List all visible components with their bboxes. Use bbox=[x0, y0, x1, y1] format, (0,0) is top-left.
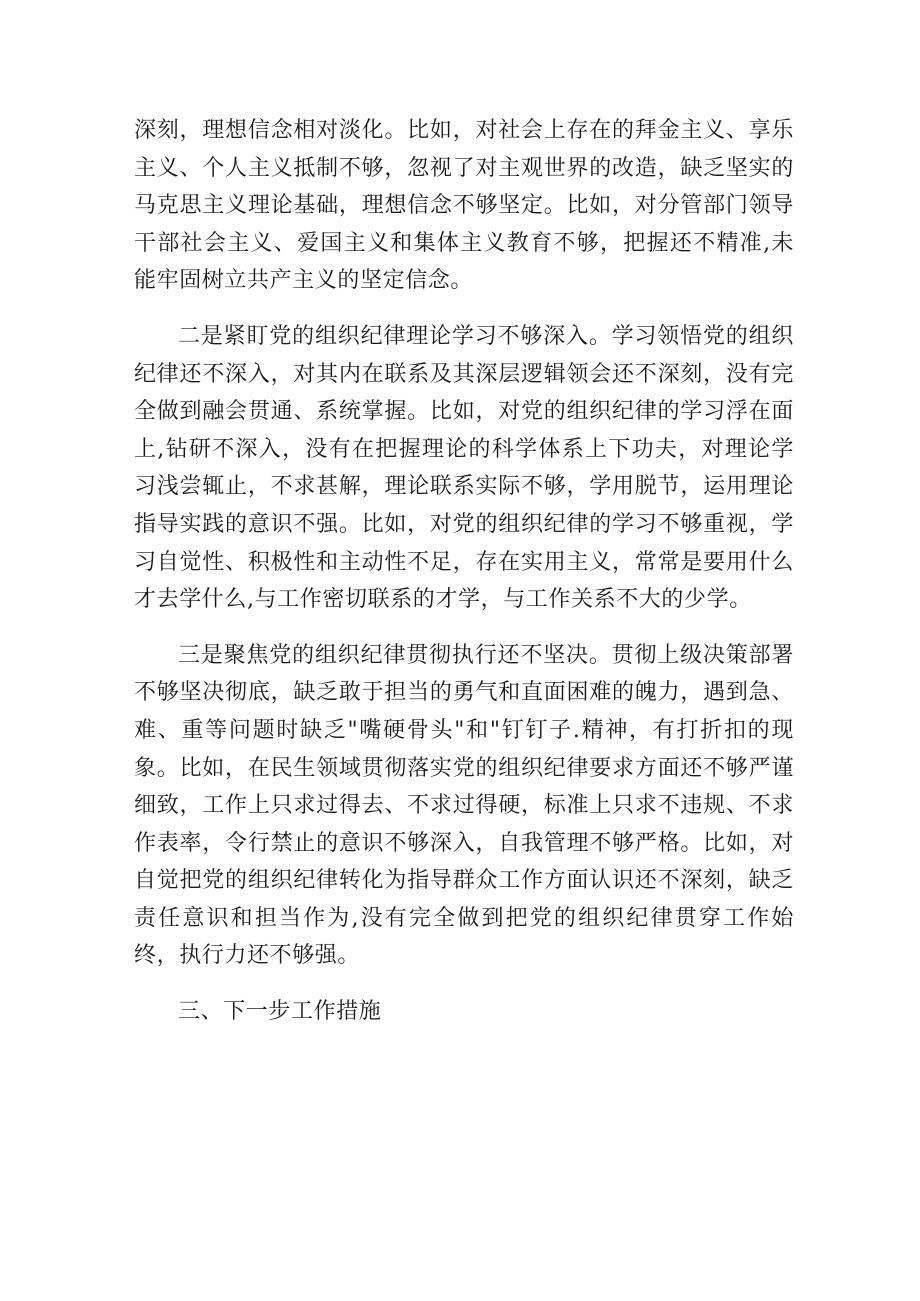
section-heading-next-steps: 三、下一步工作措施 bbox=[178, 999, 382, 1025]
paragraph-ideals-continuation: 深刻，理想信念相对淡化。比如，对社会上存在的拜金主义、享乐主义、个人主义抵制不够，忽视了对主观世界的改造，缺乏坚实的马克思主义理论基础，理想信念不够坚定。比如，对分管部门领导干部社会主义、爱国主义和集体主义教育不够，把握还不精准,未能牢固树立共产主义的坚定信念。 bbox=[134, 118, 794, 294]
paragraph-implementation: 三是聚焦党的组织纪律贯彻执行还不坚决。贯彻上级决策部署不够坚决彻底，缺乏敢于担当的勇气和直面困难的魄力，遇到急、难、重等问题时缺乏"嘴硬骨头"和"钉钉子.精神，有打折扣的现象。比如，在民生领域贯彻落实党的组织纪律要求方面还不够严谨细致，工作上只求过得去、不求过得硬，标准上只求不违规、不求作表率，令行禁止的意识不够深入，自我管理不够严格。比如，对自觉把党的组织纪律转化为指导群众工作方面认识还不深刻，缺乏责任意识和担当作为,没有完全做到把党的组织纪律贯穿工作始终，执行力还不够强。 bbox=[134, 642, 794, 969]
paragraph-theory-study: 二是紧盯党的组织纪律理论学习不够深入。学习领悟党的组织纪律还不深入，对其内在联系及其深层逻辑领会还不深刻，没有完全做到融会贯通、系统掌握。比如，对党的组织纪律的学习浮在面上,钻研不深入，没有在把握理论的科学体系上下功夫，对理论学习浅尝辄止，不求甚解，理论联系实际不够，学用脱节，运用理论指导实践的意识不强。比如，对党的组织纪律的学习不够重视，学习自觉性、积极性和主动性不足，存在实用主义，常常是要用什么才去学什么,与工作密切联系的才学，与工作关系不大的少学。 bbox=[134, 323, 794, 613]
document-body bbox=[134, 112, 794, 1049]
